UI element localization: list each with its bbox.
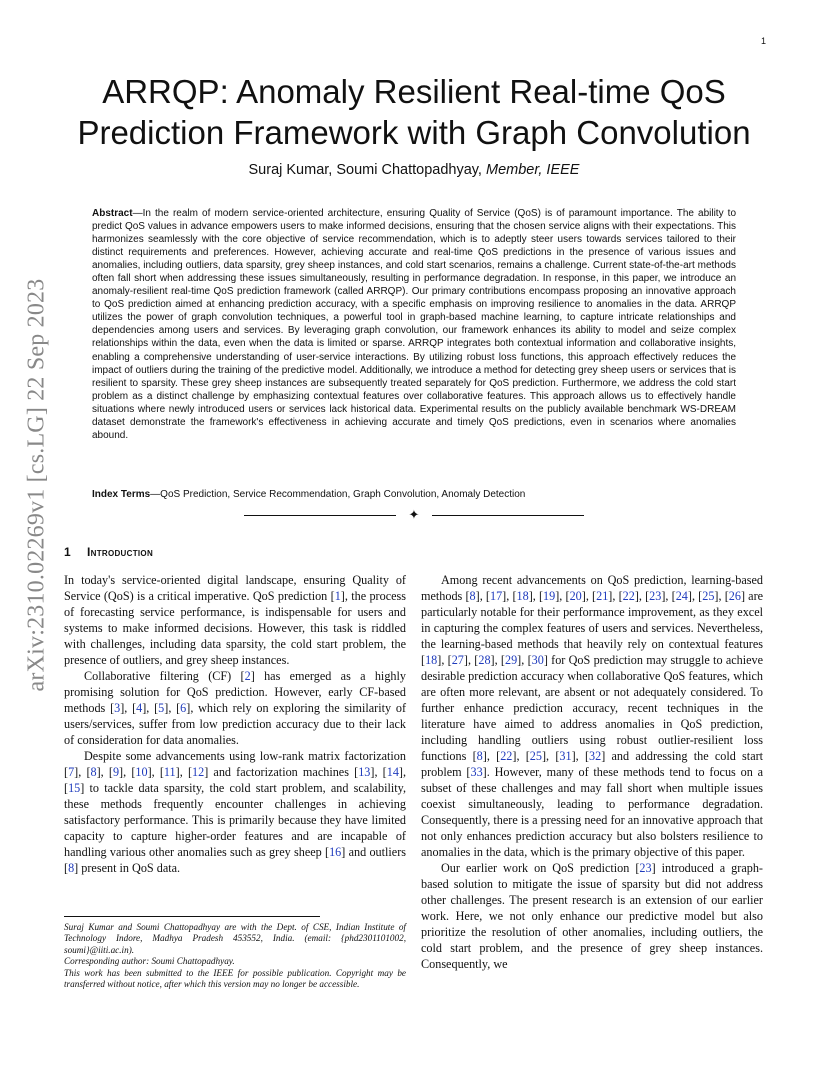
citation-link[interactable]: 30 <box>531 653 544 667</box>
citation-link[interactable]: 4 <box>136 701 143 715</box>
citation-link[interactable]: 11 <box>163 765 176 779</box>
paragraph-left-2: Collaborative filtering (CF) [2] has emerged as a highly promising solution for QoS prediction. However, early CF-based methods [3], [4], [5], [6], which rely on exploring the similarity of users/services, suffer from low prediction accuracy due to their lack of consideration for data anomalies. <box>64 669 406 747</box>
index-terms <box>92 488 736 501</box>
author-line <box>64 162 764 178</box>
abstract-label: Abstract <box>92 208 133 219</box>
author-role: Member, IEEE <box>486 162 580 178</box>
citation-link[interactable]: 31 <box>559 749 572 763</box>
citation-link[interactable]: 27 <box>451 653 464 667</box>
citation-link[interactable]: 10 <box>135 765 148 779</box>
citation-link[interactable]: 14 <box>386 765 399 779</box>
index-terms-label: Index Terms <box>92 489 151 500</box>
paper-title <box>64 71 764 153</box>
citation-link[interactable]: 33 <box>470 765 483 779</box>
arxiv-stamp-text: arXiv:2310.02269v1 [cs.LG] 22 Sep 2023 <box>23 278 50 692</box>
footnote-copyright: This work has been submitted to the IEEE for possible publication. Copyright may be transferred without notice, after which this version may no longer be accessible. <box>64 967 406 990</box>
section-divider <box>244 508 584 522</box>
footnote-affiliation: Suraj Kumar and Soumi Chattopadhyay are with the Dept. of CSE, Indian Institute of Technology Indore, Madhya Pradesh 453552, India. (email: {phd2301101002, soumi}@iiti.ac.in). <box>64 922 406 955</box>
title-line-2: Prediction Framework with Graph Convolution <box>77 114 751 151</box>
citation-link[interactable]: 22 <box>500 749 513 763</box>
citation-link[interactable]: 29 <box>504 653 518 667</box>
citation-link[interactable]: 8 <box>469 589 476 603</box>
divider-line-left <box>244 515 396 516</box>
citation-link[interactable]: 19 <box>543 589 556 603</box>
citation-link[interactable]: 25 <box>702 589 715 603</box>
citation-link[interactable]: 25 <box>529 749 542 763</box>
citation-link[interactable]: 13 <box>358 765 371 779</box>
citation-link[interactable]: 16 <box>329 845 342 859</box>
citation-link[interactable]: 6 <box>180 701 187 715</box>
right-column <box>421 572 763 972</box>
paragraph-left-1: In today's service-oriented digital landscape, ensuring Quality of Service (QoS) is a critical imperative. QoS prediction [1], the process of forecasting service performance, is indispensable for users and systems to make informed decisions. However, this task is riddled with challenges, including data sparsity, the cold start problem, the presence of outliers, and grey sheep instances. <box>64 573 406 667</box>
citation-link[interactable]: 18 <box>516 589 529 603</box>
citation-link[interactable]: 8 <box>90 765 97 779</box>
citation-link[interactable]: 20 <box>569 589 582 603</box>
footnote-rule <box>64 916 320 917</box>
author-names: Suraj Kumar, Soumi Chattopadhyay, <box>248 162 486 178</box>
abstract-text: —In the realm of modern service-oriented architecture, ensuring Quality of Service (QoS) is of paramount importance. The ability to predict QoS values in advance empowers users to make informed decisions, ensuring that the chosen service aligns with their expectations. This harmonizes seamlessly with the core objective of service recommendation, which is to adeptly steer users towards services tailored to their distinct requirements and preferences. However, achieving accurate and real-time QoS predictions in the presence of various issues and anomalies, including outliers, data sparsity, grey sheep instances, and cold start scenarios, remains a challenge. Current state-of-the-art methods often fall short when addressing these issues simultaneously, resulting in performance degradation. In response, in this paper, we introduce an anomaly-resilient real-time QoS prediction framework (called ARRQP). Our primary contributions encompass proposing an innovative approach to QoS prediction aimed at enhancing prediction accuracy, with a specific emphasis on improving resilience to anomalies in the data. ARRQP utilizes the power of graph convolution techniques, a powerful tool in graph-based machine learning, to capture intricate relationships and dependencies among users and services. By leveraging graph convolution, our framework enhances its ability to model and seize complex relationships within the data, even when the data is limited or sparse. ARRQP integrates both contextual information and collaborative insights, enabling a comprehensive understanding of user-service interactions. By utilizing robust loss functions, this approach effectively reduces the impact of outliers during the training of the predictive model. Additionally, we introduce a method for detecting grey sheep users or services that is resilient to sparsity. These grey sheep instances are subsequently treated separately for QoS prediction. Furthermore, we address the cold start problem as a distinct challenge by emphasizing contextual features over collaborative features. This approach allows us to effectively handle situations where newly introduced users or services lack historical data. Experimental results on the publicly available benchmark WS-DREAM dataset demonstrate the framework's effectiveness in achieving accurate and timely QoS predictions, even in scenarios where anomalies abound. <box>92 208 736 441</box>
index-terms-text: —QoS Prediction, Service Recommendation, Graph Convolution, Anomaly Detection <box>150 489 526 500</box>
citation-link[interactable]: 17 <box>489 589 503 603</box>
section-number: 1 <box>64 545 71 559</box>
citation-link[interactable]: 24 <box>675 589 688 603</box>
section-heading <box>64 545 153 559</box>
title-line-1: ARRQP: Anomaly Resilient Real-time QoS <box>102 73 726 110</box>
citation-link[interactable]: 18 <box>425 653 438 667</box>
paragraph-left-3: Despite some advancements using low-rank matrix factorization [7], [8], [9], [10], [11], [12] and factorization machines [13], [14], [15] to tackle data sparsity, the cold start problem, and scalability, these methods frequently encounter challenges in achieving satisfactory performance. This is primarily because they have limited capacity to capture higher-order features and are incapable of handling various other anomalies such as grey sheep [16] and outliers [8] present in QoS data. <box>64 749 407 875</box>
abstract <box>92 207 736 442</box>
divider-diamond-icon: ✦ <box>408 507 420 522</box>
citation-link[interactable]: 7 <box>68 765 75 779</box>
citation-link[interactable]: 8 <box>68 861 75 875</box>
arxiv-stamp <box>20 278 54 692</box>
divider-line-right <box>432 515 584 516</box>
citation-link[interactable]: 23 <box>649 589 662 603</box>
page-number: 1 <box>760 36 766 46</box>
citation-link[interactable]: 9 <box>112 765 120 779</box>
citation-link[interactable]: 23 <box>639 861 652 875</box>
section-title: Introduction <box>86 545 154 559</box>
citation-link[interactable]: 8 <box>476 749 483 763</box>
citation-link[interactable]: 26 <box>728 589 741 603</box>
left-column <box>64 572 406 876</box>
citation-link[interactable]: 1 <box>334 589 341 603</box>
citation-link[interactable]: 5 <box>158 701 165 715</box>
footnote <box>64 922 406 990</box>
citation-link[interactable]: 3 <box>114 701 121 715</box>
citation-link[interactable]: 22 <box>622 589 635 603</box>
footnote-corresponding: Corresponding author: Soumi Chattopadhyay. <box>64 956 235 967</box>
paragraph-right-1: Among recent advancements on QoS prediction, learning-based methods [8], [17], [18], [19], [20], [21], [22], [23], [24], [25], [26] are particularly notable for their performance improvement, as they excel in capturing the complex features of users and services. Nevertheless, the learning-based methods that heavily rely on contextual features [18], [27], [28], [29], [30] for QoS prediction may struggle to achieve desirable prediction accuracy when collaborative QoS features, which are often more relevant, are absent or not adequately considered. To further enhance prediction accuracy, recent techniques in the literature have aimed to address anomalies in QoS prediction, including handling outliers using robust outlier-resilient loss functions [8], [22], [25], [31], [32] and addressing the cold start problem [33]. However, many of these methods tend to focus on a subset of these challenges and may fall short when multiple issues coexist simultaneously, leading to performance degradation. Consequently, there is a pressing need for an innovative approach that not only enhances prediction accuracy but also bolsters resilience to anomalies in the data, which is the primary objective of this paper. <box>421 573 764 859</box>
citation-link[interactable]: 15 <box>68 781 81 795</box>
citation-link[interactable]: 28 <box>478 653 491 667</box>
citation-link[interactable]: 2 <box>244 669 251 683</box>
citation-link[interactable]: 12 <box>192 765 205 779</box>
paragraph-right-2: Our earlier work on QoS prediction [23] introduced a graph-based solution to mitigate the issue of sparsity but did not address other challenges. The present research is an extension of our earlier work. Here, we not only enhance our predictive model but also prioritize the resolution of other anomalies, including outliers, the cold start problem, and the presence of grey sheep instances. Consequently, we <box>421 861 763 971</box>
citation-link[interactable]: 21 <box>596 589 609 603</box>
citation-link[interactable]: 32 <box>589 749 602 763</box>
